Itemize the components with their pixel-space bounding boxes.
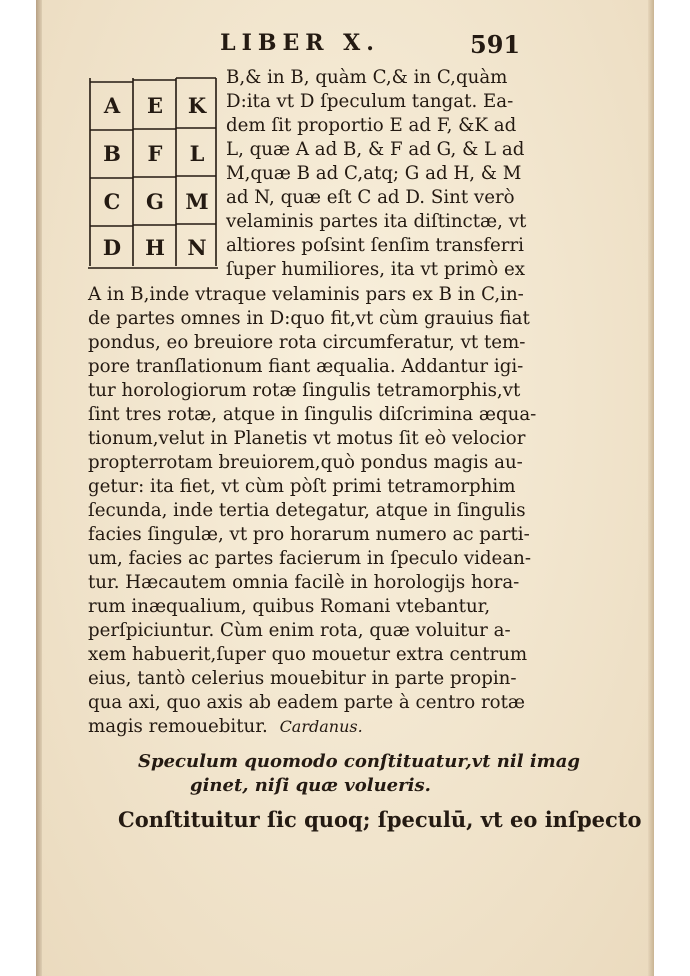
text-line: D:ita vt D ſpeculum tangat. Ea- (226, 91, 514, 112)
text-line: qua axi, quo axis ab eadem parte à centro rotæ (88, 692, 525, 713)
text-line: tionum,velut in Planetis vt motus ſit eò velocior (88, 428, 526, 449)
text-line: perſpiciuntur. Cùm enim rota, quæ voluitur a- (88, 620, 511, 641)
text-line: eius, tantò celerius mouebitur in parte propin- (88, 668, 517, 689)
text-line: de partes omnes in D:quo fit,vt cùm grauius fiat (88, 308, 530, 329)
grid-cell-h: H (145, 235, 165, 260)
text-line: xem habuerit,ſuper quo mouetur extra centrum (88, 644, 528, 665)
text-line: altiores poſsint ſenſim transferri (226, 235, 524, 256)
text-line: velaminis partes ita diſtinctæ, vt (226, 211, 527, 232)
text-line: pondus, eo breuiore rota circumferatur, vt tem- (88, 332, 526, 353)
grid-cell-g: G (146, 189, 164, 214)
text-line: ad N, quæ eſt C ad D. Sint verò (226, 187, 515, 208)
letter-grid-diagram (88, 70, 218, 274)
grid-cell-d: D (102, 235, 122, 260)
text-line: facies ſingulæ, vt pro horarum numero ac parti- (88, 524, 530, 545)
text-line: A in B,inde vtraque velaminis pars ex B in C,in- (88, 284, 524, 305)
text-line: um, facies ac partes facierum in ſpeculo videan- (88, 548, 532, 569)
author-attribution: Cardanus. (279, 717, 363, 736)
text-line: rum inæqualium, quibus Romani vtebantur, (88, 596, 491, 617)
section-heading-line-1: Speculum quomodo conſtituatur,vt nil imag (138, 751, 580, 772)
page-number: 591 (470, 30, 521, 59)
grid-cell-k: K (187, 93, 207, 118)
text-line: B,& in B, quàm C,& in C,quàm (226, 67, 508, 88)
grid-cell-c: C (103, 189, 121, 214)
last-paragraph-line (88, 715, 528, 739)
grid-cell-l: L (189, 141, 205, 166)
text-line: ſint tres rotæ, atque in ſingulis diſcrimina æqua- (88, 404, 537, 425)
text-line: getur: ita fiet, vt cùm pòſt primi tetramorphim (88, 476, 516, 497)
grid-cell-f: F (147, 141, 163, 166)
text-line: tur. Hæcautem omnia facilè in horologijs hora- (88, 572, 520, 593)
text-line: tur horologiorum rotæ ſingulis tetramorphis,vt (88, 380, 521, 401)
grid-cell-b: B (103, 141, 121, 166)
section-heading-line-2: ginet, niſi quæ volueris. (190, 775, 431, 796)
text-line: ſecunda, inde tertia detegatur, atque in ſingulis (88, 500, 526, 521)
grid-cell-a: A (103, 93, 121, 118)
text-line: M,quæ B ad C,atq; G ad H, & M (226, 163, 522, 184)
text-line: propterrotam breuiorem,quò pondus magis au- (88, 452, 523, 473)
text-line: dem ſit proportio E ad F, &K ad (226, 115, 517, 136)
text-line: pore tranſlationum fiant æqualia. Addantur igi- (88, 356, 524, 377)
grid-cell-n: N (187, 235, 207, 260)
text-line: ſuper humiliores, ita vt primò ex (226, 259, 526, 280)
grid-cell-e: E (146, 93, 163, 118)
text-line: L, quæ A ad B, & F ad G, & L ad (226, 139, 525, 160)
grid-cell-m: M (185, 189, 209, 214)
continuation-line: Conſtituitur ſic quoq; ſpeculū, vt eo inſpecto (118, 807, 642, 832)
page-edge (648, 0, 654, 976)
running-title: LIBER X. (220, 30, 380, 56)
text-line: magis remouebitur. (88, 716, 268, 737)
